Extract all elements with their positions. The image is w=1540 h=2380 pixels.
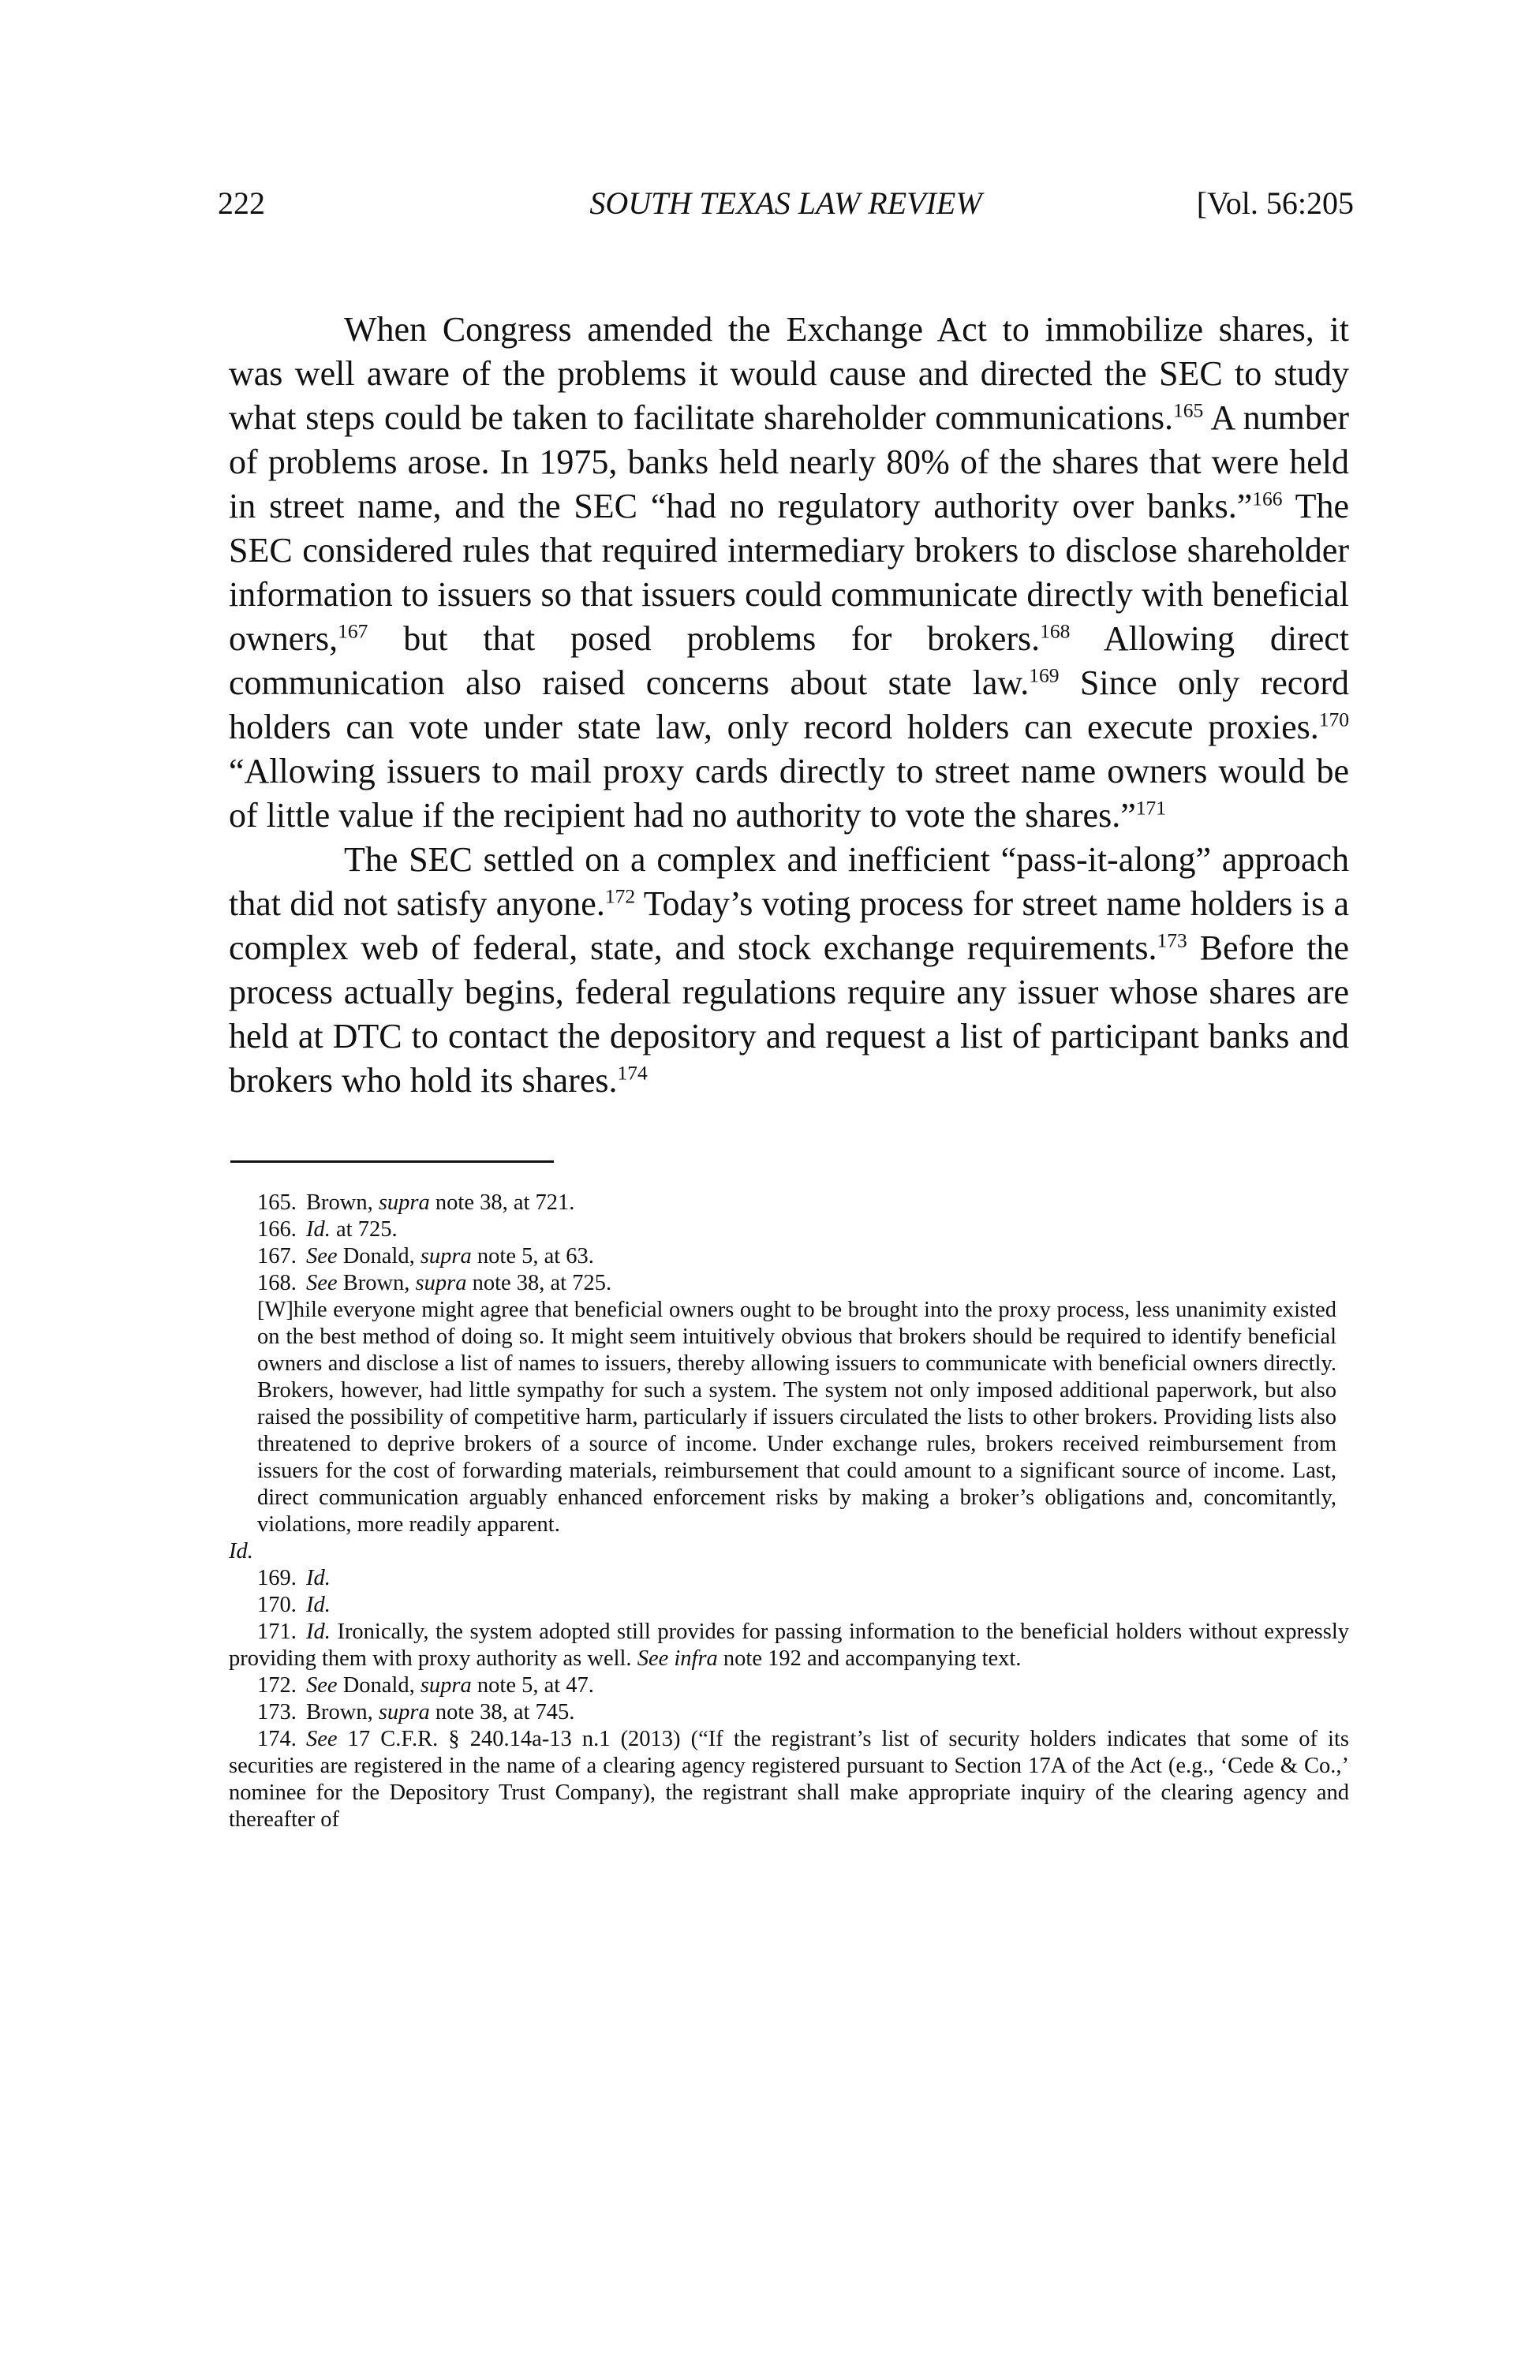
text-run: “Allowing issuers to mail proxy cards directly to street name owners would be of little value if the recipient had no authority to vote the shares.” xyxy=(229,752,1349,835)
text-run: Today’s voting process for street name holders is a complex web of federal, state, and stock exchange requirements. xyxy=(229,884,1349,967)
footnote-168-id: Id. xyxy=(229,1539,253,1564)
journal-title: SOUTH TEXAS LAW REVIEW xyxy=(589,185,982,221)
text-run: Ironically, the system adopted still provides for passing information to the beneficial holders without expressly providing them with proxy authority as well. xyxy=(229,1620,1349,1671)
footnote-ref: 174 xyxy=(617,1061,648,1085)
text-run: note 192 and accompanying text. xyxy=(717,1646,1022,1671)
footnote-number: 169. xyxy=(257,1566,297,1590)
footnote-number: 167. xyxy=(257,1244,297,1268)
text-run: Before the process actually begins, federal regulations require any issuer whose shares are held at DTC to contact the depository and request a list of participant banks and brokers who hold its shares. xyxy=(229,928,1349,1100)
text-run: Brown, xyxy=(306,1190,379,1215)
running-header xyxy=(218,180,1354,227)
text-run: note 38, at 725. xyxy=(466,1271,612,1295)
text-run: note 38, at 721. xyxy=(429,1190,575,1215)
footnote-number: 165. xyxy=(257,1190,297,1215)
italic-run: Id. xyxy=(306,1217,331,1242)
footnote-number: 171. xyxy=(257,1620,297,1644)
footnote-ref: 171 xyxy=(1135,796,1167,820)
text-run: Brown, xyxy=(337,1271,416,1295)
footnote-167 xyxy=(229,1243,1349,1270)
italic-run: supra xyxy=(420,1673,472,1698)
text-run: but that posed problems for brokers. xyxy=(368,619,1041,658)
footnotes xyxy=(229,1190,1349,1833)
italic-run: See xyxy=(306,1673,338,1698)
footnote-ref: 165 xyxy=(1172,398,1204,422)
italic-run: See infra xyxy=(637,1646,718,1671)
italic-run: See xyxy=(306,1271,338,1295)
footnote-ref: 167 xyxy=(338,619,368,643)
footnote-ref: 170 xyxy=(1318,708,1349,731)
footnote-ref: 168 xyxy=(1040,619,1071,643)
footnote-173 xyxy=(229,1699,1349,1726)
footnote-169 xyxy=(229,1565,1349,1592)
footnote-170 xyxy=(229,1592,1349,1619)
italic-run: Id. xyxy=(306,1593,331,1617)
text-run: note 5, at 47. xyxy=(471,1673,594,1698)
italic-run: Id. xyxy=(306,1620,331,1644)
italic-run: See xyxy=(306,1727,338,1751)
text-run: note 38, at 745. xyxy=(429,1700,575,1724)
text-run: Since only record holders can vote under state law, only record holders can execute proxies. xyxy=(229,663,1349,746)
italic-run: supra xyxy=(378,1190,430,1215)
italic-run: See xyxy=(306,1244,338,1268)
footnote-172 xyxy=(229,1672,1349,1699)
paragraph-1 xyxy=(229,308,1349,838)
text-run: The SEC considered rules that required intermediary brokers to disclose shareholder information to issuers so that issuers could communicate directly with beneficial owners, xyxy=(229,487,1349,658)
text-run: Donald, xyxy=(337,1673,421,1698)
footnote-165 xyxy=(229,1190,1349,1216)
footnote-divider xyxy=(230,1160,554,1163)
italic-run: supra xyxy=(420,1244,472,1268)
text-run: note 5, at 63. xyxy=(471,1244,594,1268)
footnote-ref: 172 xyxy=(604,884,636,908)
footnote-171 xyxy=(229,1619,1349,1672)
text-run: Donald, xyxy=(337,1244,421,1268)
page-number: 222 xyxy=(218,185,265,221)
italic-run: supra xyxy=(378,1700,430,1724)
footnote-number: 166. xyxy=(257,1217,297,1242)
footnote-ref: 173 xyxy=(1157,928,1187,952)
footnote-166 xyxy=(229,1216,1349,1243)
footnote-number: 168. xyxy=(257,1271,297,1295)
text-run: 17 C.F.R. § 240.14a-13 n.1 (2013) (“If the registrant’s list of security holders indicates that some of its securities are registered in the name of a clearing agency registered pursuant to Section 17A of the Act (e.g., ‘Cede & Co.,’ nominee for the Depository Trust Company), the registrant shall make appropriate inquiry of the clearing agency and thereafter of xyxy=(229,1727,1349,1832)
text-run: Brown, xyxy=(306,1700,379,1724)
footnote-174 xyxy=(229,1726,1349,1833)
footnote-number: 172. xyxy=(257,1673,297,1698)
footnote-ref: 169 xyxy=(1029,663,1060,687)
volume-citation: [Vol. 56:205 xyxy=(1196,185,1354,221)
text-run: A number of problems arose. In 1975, banks held nearly 80% of the shares that were held in street name, and the SEC “had no regulatory authority over banks.” xyxy=(229,398,1349,525)
main-text xyxy=(229,308,1349,1103)
footnote-number: 174. xyxy=(257,1727,297,1751)
italic-run: Id. xyxy=(306,1566,331,1590)
footnote-number: 173. xyxy=(257,1700,297,1724)
footnote-168 xyxy=(229,1270,1349,1297)
text-run: at 725. xyxy=(330,1217,398,1242)
italic-run: supra xyxy=(415,1271,467,1295)
text-run: Allowing direct communication also raised concerns about state law. xyxy=(229,619,1349,702)
block-quote: [W]hile everyone might agree that beneficial owners ought to be brought into the proxy process, less unanimity existed on the best method of doing so. It might seem intuitively obvious that brokers should be required to identify beneficial owners and disclose a list of names to issuers, thereby allowing issuers to communicate with beneficial owners directly. Brokers, however, had little sympathy for such a system. The system not only imposed additional paperwork, but also raised the possibility of competitive harm, particularly if issuers circulated the lists to other brokers. Providing lists also threatened to deprive brokers of a source of income. Under exchange rules, brokers received reimbursement from issuers for the cost of forwarding materials, reimbursement that could amount to a significant source of income. Last, direct communication arguably enhanced enforcement risks by making a broker’s obligations and, concomitantly, violations, more readily apparent. xyxy=(257,1298,1336,1537)
paragraph-2 xyxy=(229,838,1349,1103)
text-run: The SEC settled on a complex and inefficient “pass-it-along” approach that did not satisfy anyone. xyxy=(229,840,1349,923)
footnote-ref: 166 xyxy=(1252,487,1283,510)
text-run: When Congress amended the Exchange Act to immobilize shares, it was well aware of the problems it would cause and directed the SEC to study what steps could be taken to facilitate shareholder communications. xyxy=(229,310,1349,437)
footnote-number: 170. xyxy=(257,1593,297,1617)
